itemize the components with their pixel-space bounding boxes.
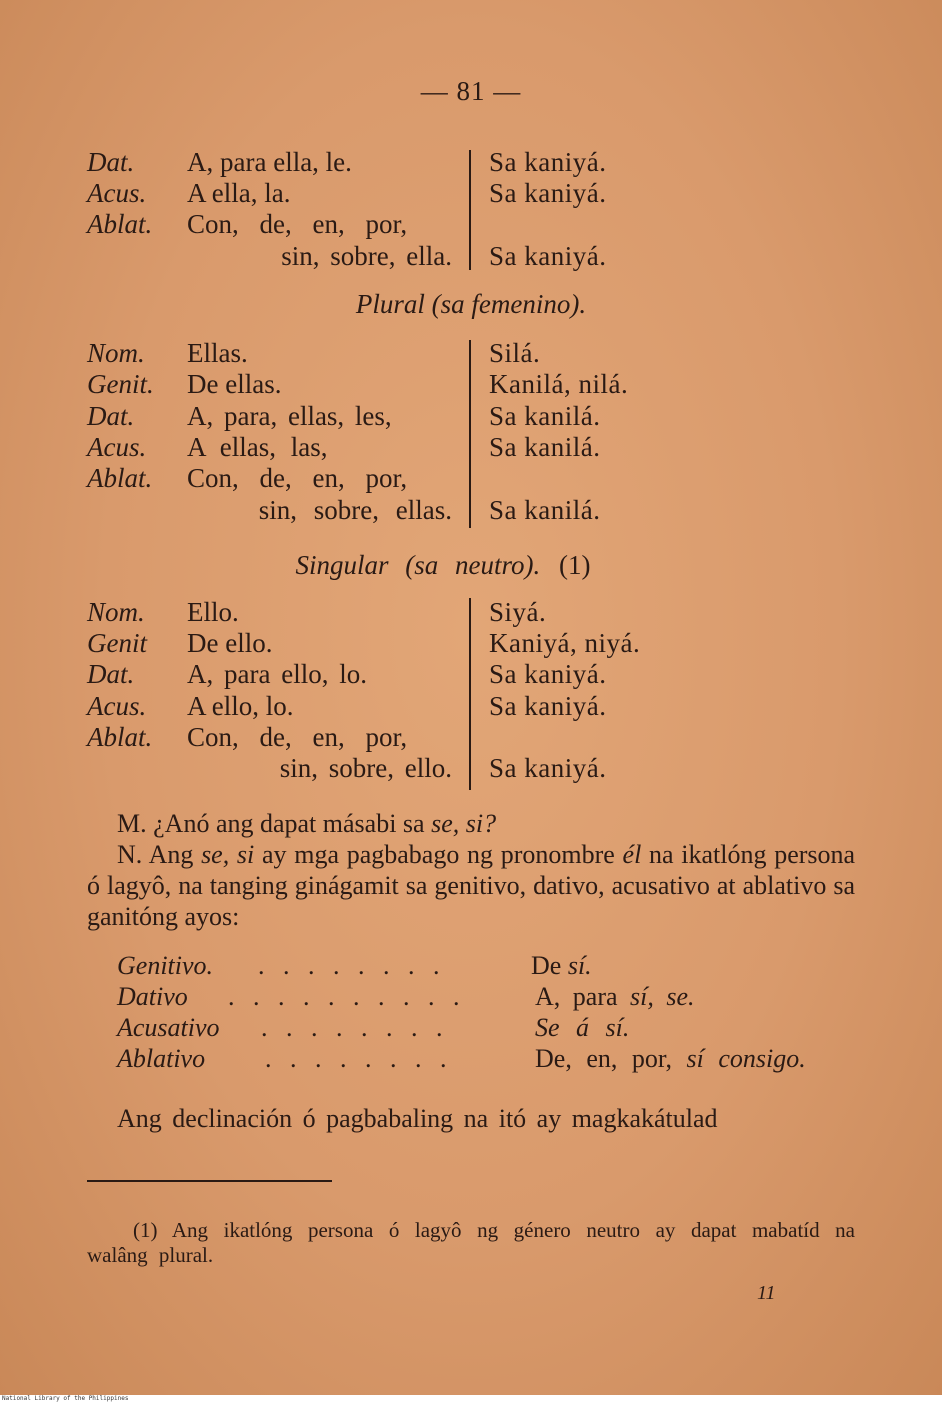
- value-italic: sí, se.: [630, 982, 695, 1011]
- case-label: Acus.: [87, 432, 147, 462]
- spanish-form: sin, sobre, ellas.: [258, 495, 452, 525]
- tagalog-form: Sa kanilá.: [489, 401, 601, 431]
- tagalog-form: Sa kaniyá.: [489, 178, 607, 208]
- heading-text: Singular (sa neutro).: [295, 550, 541, 580]
- spanish-form: sin, sobre, ello.: [279, 753, 452, 783]
- case-label: Dat.: [87, 147, 135, 177]
- case-value: [531, 950, 592, 981]
- case-name: Ablativo: [117, 1044, 206, 1073]
- tagalog-form: Sa kaniyá.: [489, 241, 607, 271]
- library-credit: National Library of the Philippines: [0, 1395, 942, 1403]
- page-number: — 81 —: [420, 76, 522, 106]
- answer-italic: él: [622, 840, 642, 869]
- case-label: Ablat.: [87, 209, 153, 239]
- case-value: [535, 981, 695, 1012]
- spanish-form: De ellas.: [187, 369, 282, 399]
- tagalog-form: Kaniyá, niyá.: [489, 628, 641, 658]
- value-italic: sí consigo.: [686, 1044, 806, 1073]
- question-text: ¿Anó ang dapat másabi sa: [153, 809, 425, 838]
- case-label: Dat.: [87, 659, 135, 689]
- spanish-form: sin, sobre, ella.: [281, 241, 452, 271]
- spanish-form: A ellas, las,: [187, 432, 328, 462]
- spanish-form: Con, de, en, por,: [187, 463, 408, 493]
- answer-italic: se, si: [201, 840, 255, 869]
- leader-dots: . . . . . . . .: [265, 1044, 453, 1073]
- footnote-rule: [87, 1180, 332, 1182]
- answer-text: ay mga pagbabago ng pronombre: [262, 840, 615, 869]
- tagalog-form: Sa kaniyá.: [489, 753, 607, 783]
- leader-dots: . . . . . . . .: [261, 1013, 449, 1042]
- heading-plural-femenino: Plural (sa femenino).: [355, 289, 587, 319]
- question-paragraph: [87, 808, 855, 839]
- case-label: Ablat.: [87, 722, 153, 752]
- leader-dots: . . . . . . . . . .: [228, 982, 466, 1011]
- spanish-form: A, para ello, lo.: [187, 659, 367, 689]
- value-italic: sí.: [567, 951, 592, 980]
- case-label: Genit: [87, 628, 147, 658]
- case-label: Ablat.: [87, 463, 153, 493]
- tagalog-form: Sa kaniyá.: [489, 691, 607, 721]
- column-divider: [469, 340, 471, 528]
- case-label: Acus.: [87, 178, 147, 208]
- tagalog-form: Silá.: [489, 338, 541, 368]
- answer-text: Ang: [148, 840, 194, 869]
- speaker-label: N.: [117, 840, 143, 869]
- case-label: Genit.: [87, 369, 154, 399]
- case-label: Dat.: [87, 401, 135, 431]
- question-italic: se, si?: [431, 809, 497, 838]
- spanish-form: A ella, la.: [187, 178, 291, 208]
- footnote-ref: (1): [559, 550, 591, 580]
- heading-singular-neutro: [0, 548, 914, 582]
- signature-mark: 11: [757, 1282, 776, 1304]
- footnote: (1) Ang ikatlóng persona ó lagyô ng género neutro ay dapat mabatíd na walâng plural.: [87, 1218, 855, 1267]
- case-name: Genitivo.: [117, 951, 214, 980]
- spanish-form: Con, de, en, por,: [187, 209, 408, 239]
- column-divider: [469, 598, 471, 790]
- case-value: [535, 1043, 806, 1074]
- spanish-form: Con, de, en, por,: [187, 722, 408, 752]
- tagalog-form: Siyá.: [489, 597, 547, 627]
- tagalog-form: Sa kanilá.: [489, 432, 601, 462]
- spanish-form: A ello, lo.: [187, 691, 294, 721]
- case-label: Acus.: [87, 691, 147, 721]
- case-label: Nom.: [87, 597, 145, 627]
- value-plain: De, en, por,: [535, 1044, 672, 1073]
- spanish-form: Ellas.: [187, 338, 248, 368]
- spanish-form: Ello.: [187, 597, 239, 627]
- answer-paragraph: [87, 839, 855, 932]
- case-name: Dativo: [117, 982, 188, 1011]
- spanish-form: De ello.: [187, 628, 273, 658]
- value-italic: Se á sí.: [535, 1013, 630, 1042]
- case-label: Nom.: [87, 338, 145, 368]
- value-plain: A, para: [535, 982, 618, 1011]
- spanish-form: A, para, ellas, les,: [187, 401, 392, 431]
- tagalog-form: Sa kaniyá.: [489, 659, 607, 689]
- spanish-form: A, para ella, le.: [187, 147, 352, 177]
- tagalog-form: Sa kaniyá.: [489, 147, 607, 177]
- case-value: [535, 1012, 629, 1043]
- column-divider: [469, 150, 471, 270]
- answer-text: na ikatlóng persona ó lagyô, na tanging ginágamit sa genitivo, dativo, acusativo at ablativo sa ganitóng ayos:: [87, 840, 856, 931]
- leader-dots: . . . . . . . .: [258, 951, 446, 980]
- case-name: Acusativo: [117, 1013, 220, 1042]
- speaker-label: M.: [117, 809, 147, 838]
- tagalog-form: Kanilá, nilá.: [489, 369, 629, 399]
- closing-paragraph: Ang declinación ó pagbabaling na itó ay magkakátulad: [117, 1104, 718, 1133]
- value-plain: De: [531, 951, 562, 980]
- tagalog-form: Sa kanilá.: [489, 495, 601, 525]
